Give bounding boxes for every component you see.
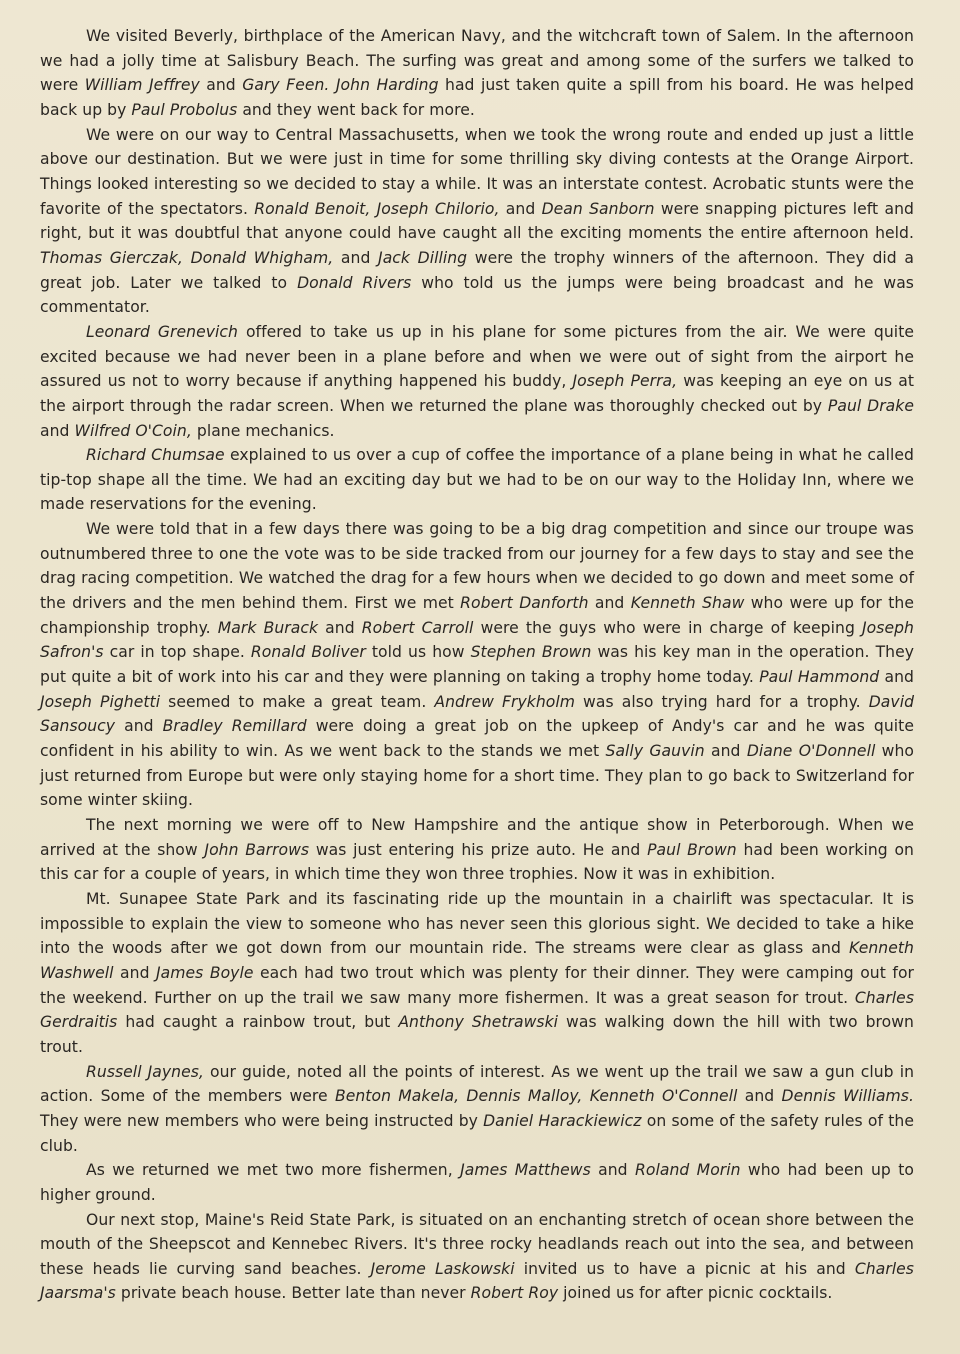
person-name: Joseph Safron's — [40, 618, 914, 662]
text-run: and — [333, 248, 379, 267]
person-name: James Matthews — [460, 1161, 591, 1180]
text-run: were the guys who were in charge of keeping — [473, 618, 863, 637]
text-run: was walking down the hill with two brown trout. — [40, 1013, 914, 1056]
text-run: and — [40, 421, 75, 440]
text-run: plane mechanics. — [191, 421, 335, 440]
text-run: told us how — [365, 643, 471, 662]
text-run: our guide, noted all the points of interest. As we went up the trail we saw a gun club in action. Some of the members were — [40, 1062, 915, 1106]
person-name: Wilfred O'Coin, — [74, 421, 192, 440]
paragraph-sky-diving — [40, 123, 914, 320]
text-run: Mt. Sunapee State Park and its fascinating ride up the mountain in a chairlift was spectacular. It is impossible to explain the view to someone who has never seen this glorious sight. We decided to take a hike into the woods after we got down from our mountain ride. The streams were clear as glass and — [40, 889, 914, 958]
text-run: on some of the safety rules of the club. — [40, 1111, 914, 1155]
text-run: and — [737, 1087, 782, 1106]
paragraph-gun-club — [40, 1060, 914, 1159]
text-run: were snapping pictures left and right, but it was doubtful that anyone could have caught all the exciting moments the entire afternoon held. — [40, 199, 914, 243]
person-name: Joseph Perra, — [572, 372, 678, 391]
person-name: Paul Brown — [647, 840, 737, 859]
person-name: Kenneth Shaw — [630, 594, 745, 613]
person-name: Robert Roy — [470, 1284, 559, 1303]
text-run: were doing a great job on the upkeep of Andy's car and he was quite confident in his ability to win. As we went back to the stands we met — [40, 717, 914, 761]
person-name: Kenneth Washwell — [40, 939, 914, 982]
person-name: James Boyle — [156, 963, 254, 982]
text-run: and they went back for more. — [237, 100, 475, 119]
text-run: private beach house. Better late than never — [115, 1284, 471, 1303]
person-name: Richard Chumsae — [86, 446, 225, 465]
text-run: and — [588, 594, 631, 613]
text-run: seemed to make a great team. — [160, 692, 435, 711]
text-run: was also trying hard for a trophy. — [574, 692, 869, 711]
paragraph-fishermen — [40, 1158, 914, 1207]
person-name: Paul Drake — [827, 396, 914, 415]
text-run: car in top shape. — [103, 643, 251, 662]
text-run: and — [113, 963, 157, 982]
text-run: They were new members who were being instructed by — [40, 1111, 484, 1130]
text-run: was his key man in the operation. They put quite a bit of work into his car and they were planning on taking a trophy home today. — [40, 643, 914, 687]
text-run: We were told that in a few days there was going to be a big drag competition and since our troupe was outnumbered three to one the vote was to be side tracked from our journey for a few days to stay and see the drag racing competition. We watched the drag for a few hours when we decided to go down and meet some of the drivers and the men behind them. First we met — [40, 520, 914, 613]
text-run: The next morning we were off to New Hampshire and the antique show in Peterborough. When we arrived at the show — [40, 816, 914, 859]
text-run: We visited Beverly, birthplace of the American Navy, and the witchcraft town of Salem. In the afternoon we had a jolly time at Salisbury Beach. The surfing was great and among some of the surfers we talked to were — [40, 27, 914, 95]
person-name: Anthony Shetrawski — [398, 1013, 559, 1032]
person-name: John Harding — [335, 76, 439, 95]
person-name: Ronald Benoit, Joseph Chilorio, — [254, 199, 500, 218]
text-run: offered to take us up in his plane for some pictures from the air. We were quite excited because we had never been in a plane before and when we were out of sight from the airport he assured us not to worry because if anything happened his buddy, — [40, 322, 914, 391]
text-run: who just returned from Europe but were only staying home for a short time. They plan to go back to Switzerland for some winter skiing. — [40, 742, 914, 810]
person-name: Sally Gauvin — [605, 742, 705, 761]
person-name: Robert Carroll — [361, 618, 474, 637]
paragraph-drag-racing — [40, 517, 914, 813]
person-name: Gary Feen. — [242, 76, 330, 95]
text-run: had caught a rainbow trout, but — [117, 1013, 399, 1032]
text-run: had just taken quite a spill from his board. He was helped back up by — [40, 76, 914, 119]
text-run: who were up for the championship trophy. — [40, 594, 914, 637]
person-name: Joseph Pighetti — [40, 692, 161, 711]
text-run: We were on our way to Central Massachusetts, when we took the wrong route and ended up just a little above our destination. But we were just in time for some thrilling sky diving contests at the Orange Airport. Things looked interesting so we decided to stay a while. It was an interstate contest. Acrobatic stunts were the favorite of the spectators. — [40, 125, 914, 218]
person-name: John Barrows — [204, 840, 310, 859]
paragraph-antique-show — [40, 813, 914, 887]
text-run: and — [590, 1161, 635, 1180]
person-name: Mark Burack — [217, 618, 319, 637]
person-name: Donald Rivers — [297, 273, 412, 292]
text-run: each had two trout which was plenty for their dinner. They were camping out for the weekend. Further on up the trail we saw many more fishermen. It was a great season for trout. — [40, 963, 914, 1007]
paragraph-plane-ride — [40, 320, 914, 443]
person-name: Charles Gerdraitis — [40, 988, 914, 1032]
person-name: Benton Makela, Dennis Malloy, Kenneth O'Connell — [334, 1087, 738, 1106]
text-run: joined us for after picnic cocktails. — [558, 1284, 833, 1303]
person-name: Russell Jaynes, — [86, 1062, 204, 1081]
text-run: and — [704, 742, 747, 761]
text-run: had been working on this car for a couple of years, in which time they won three trophies. Now it was in exhibition. — [40, 840, 914, 884]
person-name: Ronald Boliver — [250, 643, 366, 662]
person-name: Robert Danforth — [460, 594, 589, 613]
text-run: was keeping an eye on us at the airport through the radar screen. When we returned the plane was thoroughly checked out by — [40, 372, 915, 415]
person-name: Paul Probolus — [131, 100, 238, 119]
text-run: explained to us over a cup of coffee the importance of a plane being in what he called tip-top shape all the time. We had an exciting day but we had to be on our way to the Holiday Inn, where we made reservations for the evening. — [40, 446, 914, 514]
person-name: Andrew Frykholm — [434, 692, 575, 711]
text-run: were the trophy winners of the afternoon. They did a great job. Later we talked to — [40, 248, 914, 292]
text-run: who had been up to higher ground. — [40, 1161, 914, 1204]
text-run: and — [199, 76, 243, 95]
person-name: Jack Dilling — [378, 248, 468, 267]
text-run: and — [115, 717, 163, 736]
person-name: David Sansoucy — [40, 692, 915, 736]
text-run: was just entering his prize auto. He and — [309, 840, 648, 859]
paragraph-reid-state-park — [40, 1208, 914, 1307]
paragraph-mt-sunapee — [40, 887, 914, 1060]
person-name: Diane O'Donnell — [746, 742, 876, 761]
person-name: Thomas Gierczak, Donald Whigham, — [40, 248, 334, 267]
paragraph-coffee — [40, 443, 914, 517]
text-run: and — [879, 668, 914, 687]
person-name: Dennis Williams. — [781, 1087, 914, 1106]
person-name: Roland Morin — [634, 1161, 741, 1180]
person-name: Leonard Grenevich — [86, 322, 238, 341]
paragraph-beverly-salem — [40, 24, 914, 123]
text-run: As we returned we met two more fishermen, — [86, 1161, 461, 1180]
person-name: Jerome Laskowski — [370, 1259, 515, 1278]
text-run: and — [499, 199, 542, 218]
person-name: Bradley Remillard — [162, 717, 307, 736]
text-run: invited us to have a picnic at his and — [514, 1259, 855, 1278]
person-name: Paul Hammond — [759, 668, 880, 687]
text-run: who told us the jumps were being broadcast and he was commentator. — [40, 273, 914, 317]
person-name: Charles Jaarsma's — [40, 1259, 914, 1303]
person-name: Dean Sanborn — [541, 199, 655, 218]
text-run: Our next stop, Maine's Reid State Park, is situated on an enchanting stretch of ocean shore between the mouth of the Sheepscot and Kennebec Rivers. It's three rocky headlands reach out into the sea, and between these heads lie curving sand beaches. — [40, 1210, 914, 1278]
text-run: and — [318, 618, 362, 637]
person-name: Daniel Harackiewicz — [483, 1111, 642, 1130]
person-name: Stephen Brown — [470, 643, 592, 662]
person-name: William Jeffrey — [84, 76, 200, 95]
